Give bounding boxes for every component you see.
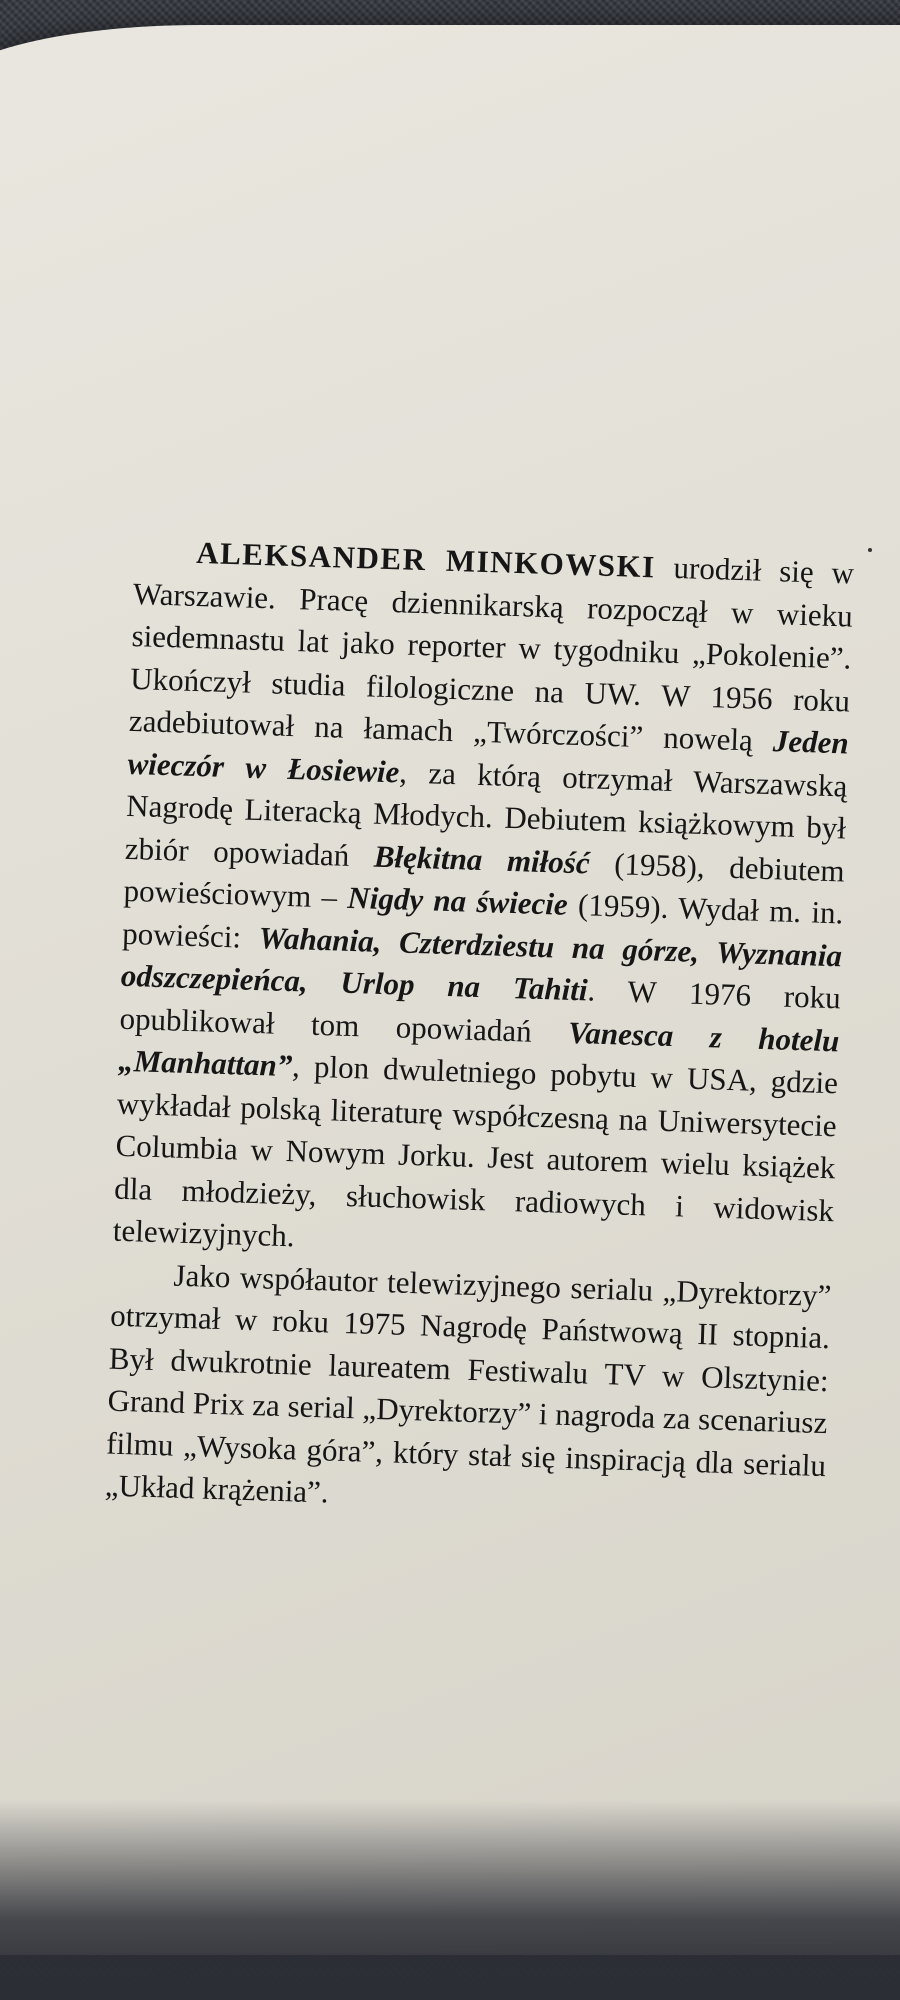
bio-text-e: . W 1976 roku opublikował tom opowiadań	[119, 972, 842, 1050]
author-name: ALEKSANDER MINKOWSKI	[195, 534, 657, 585]
bio-paragraph-2: Jako współautor telewizyjnego serialu „Dyrektorzy” otrzymał w roku 1975 Nagrodę Państwową II stopnia. Był dwukrotnie laureatem Festiwalu TV w Olsztynie: Grand Prix za serial „Dyrektorzy” i nagroda za scenariusz filmu „Wysoka góra”, który stał się inspiracją dla serialu „Układ krążenia”.	[104, 1257, 832, 1510]
author-bio	[104, 530, 854, 1530]
bio-text-b: , za którą otrzymał Warszawską Nagrodę Literacką Młodych. Debiutem książkowym był zbiór opowiadań	[124, 753, 848, 874]
page-speck	[868, 548, 872, 552]
bio-text-a: urodził się w Warszawie. Pracę dziennikarską rozpoczął w wieku siedemnastu lat jako reporter w tygodniku „Pokolenie”. Ukończył studia filologiczne na UW. W 1956 roku zadebiutował na łamach „Twórczości” nowelą	[128, 549, 855, 759]
title-blekitna-milosc: Błękitna miłość	[373, 838, 591, 880]
bio-text-c: (1958), debiutem powieściowym –	[123, 844, 846, 915]
titles-novels: Wahania, Czterdziestu na górze, Wyznania odszczepieńca, Urlop na Tahiti	[120, 919, 843, 1008]
bio-text-f: , plon dwuletniego pobytu w USA, gdzie wykładał polską literaturę współczesną na Uniwersytecie Columbia w Nowym Jorku. Jest autorem wielu książek dla młodzieży, słuchowisk radiowych i widowisk telewizyjnych.	[112, 1048, 839, 1254]
bio-paragraph-1	[112, 530, 854, 1275]
title-nigdy-na-swiecie: Nigdy na świecie	[346, 879, 569, 922]
title-jeden-wieczor: Jeden wieczór w Łosiewie	[127, 723, 850, 789]
page-bottom-shadow	[0, 1800, 900, 2000]
title-vanesca: Vanesca z hotelu „Manhattan”	[117, 1014, 840, 1084]
bio-text-d: (1959). Wydał m. in. powieści:	[121, 886, 844, 955]
